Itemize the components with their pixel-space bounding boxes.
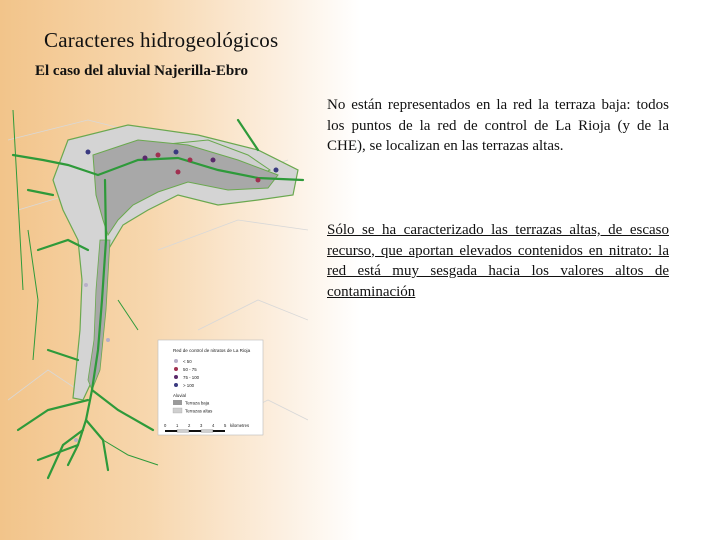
legend-terrazas-altas: Terrazas altas: [185, 408, 213, 414]
legend-terraza-baja: Terraza baja: [185, 400, 210, 406]
svg-text:5: 5: [224, 423, 227, 428]
legend-class-2: 50 - 75: [183, 367, 197, 372]
legend-heading: Red de control de nitratos de La Rioja: [173, 348, 251, 353]
svg-text:4: 4: [212, 423, 215, 428]
paragraph-bias: Sólo se ha caracterizado las terrazas altas, de escaso recurso, que aportan elevados contenidos en nitrato: la red está muy sesgada hacia los valores altos de contaminación: [327, 222, 669, 300]
slide-title: Caracteres hidrogeológicos: [44, 28, 279, 52]
scale-unit: kilometres: [230, 423, 250, 428]
slide-subtitle: El caso del aluvial Najerilla-Ebro: [35, 63, 249, 79]
legend-class-3: 75 - 100: [183, 375, 200, 380]
legend-class-4: > 100: [183, 383, 195, 388]
aluvial-map: [8, 100, 308, 485]
svg-text:1: 1: [176, 423, 179, 428]
svg-text:3: 3: [200, 423, 203, 428]
svg-text:0: 0: [164, 423, 167, 428]
paragraph-network-coverage: No están representados en la red la terraza baja: todos los puntos de la red de control de La Rioja (y de la CHE), se localizan en las terrazas altas.: [327, 97, 669, 154]
map-legend: [158, 340, 263, 435]
legend-class-1: < 50: [183, 359, 192, 364]
svg-text:2: 2: [188, 423, 191, 428]
legend-aluvial-heading: Aluvial: [173, 393, 186, 398]
